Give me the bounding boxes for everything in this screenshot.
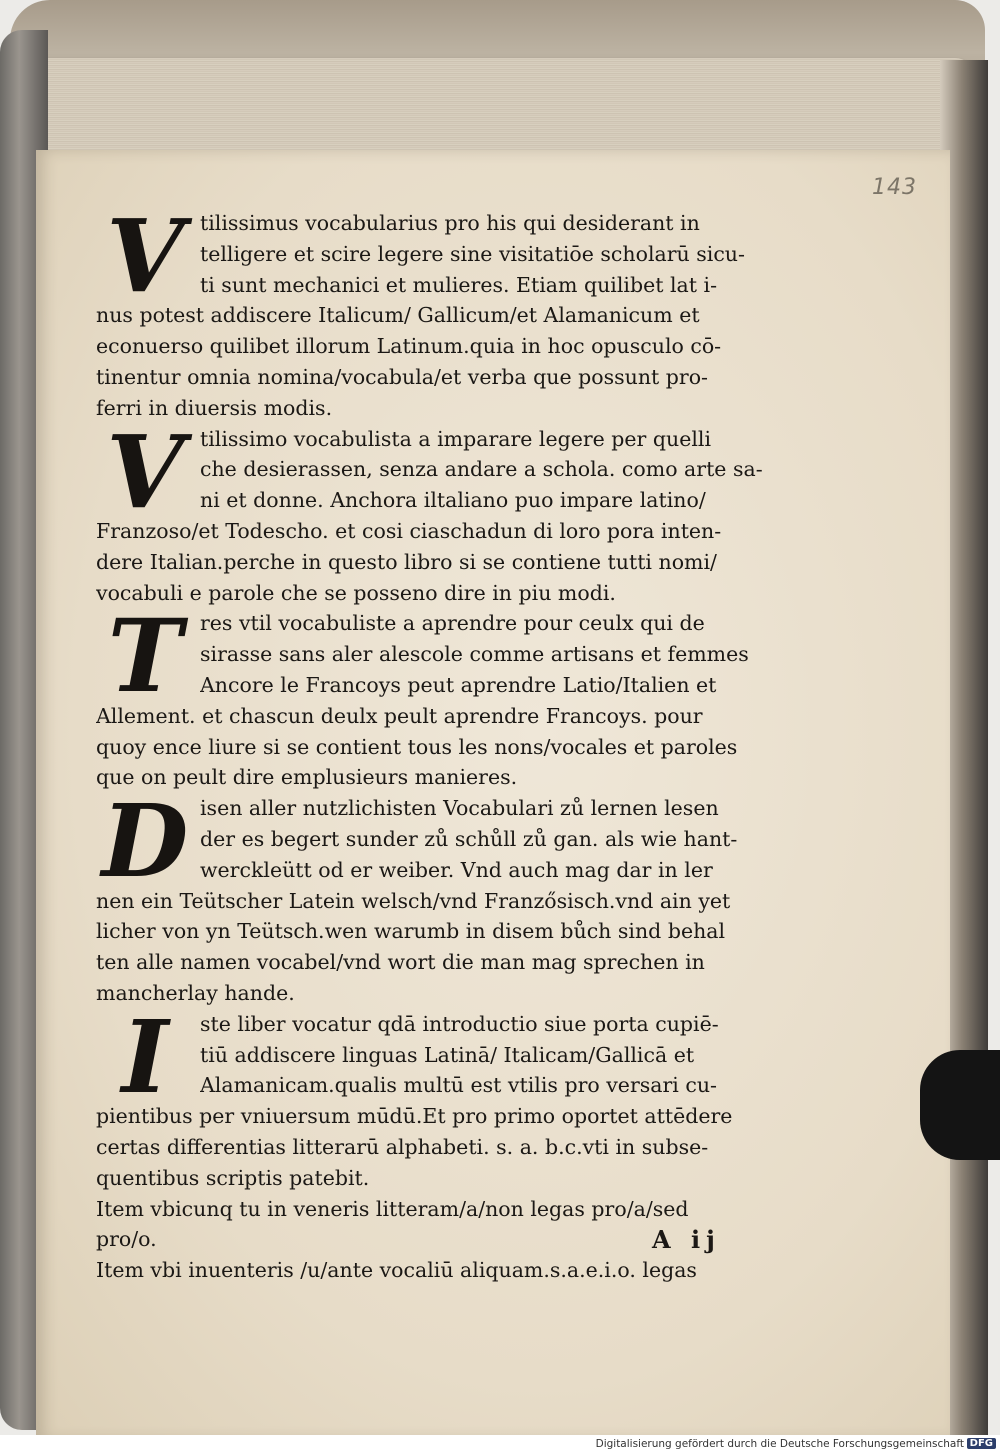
decorated-initial: I	[121, 997, 169, 1116]
text-line: Franzoso/et Todescho. et cosi ciaschadun di loro pora inten-	[96, 518, 722, 543]
decorated-initial: T	[107, 597, 183, 716]
page-clip	[920, 1050, 1000, 1160]
signature-mark: A ij	[652, 1225, 721, 1254]
decorated-initial: V	[106, 412, 184, 531]
text-line: nen ein Teütscher Latein welsch/vnd Franzősisch.vnd ain yet	[96, 888, 731, 913]
decorated-initial: D	[101, 782, 189, 901]
text-line: Item vbi inuenteris /u/ante vocaliū aliquam.s.a.e.i.o. legas	[96, 1258, 697, 1283]
text-line: dere Italian.perche in questo libro si se contiene tutti nomi/	[96, 549, 717, 574]
text-line: werckleütt od er weiber. Vnd auch mag dar in ler	[200, 857, 713, 882]
text-line: res vtil vocabuliste a aprendre pour ceulx qui de	[200, 611, 705, 636]
decorated-initial: V	[106, 197, 184, 315]
paragraph	[96, 782, 796, 1009]
text-line: que on peult dire emplusieurs manieres.	[96, 765, 518, 790]
text-line: mancherlay hande.	[96, 980, 295, 1005]
text-line: che desierassen, senza andare a schola. como arte sa-	[200, 457, 763, 482]
text-line: nus potest addiscere Italicum/ Gallicum/et Alamanicum et	[96, 303, 700, 328]
text-line: tilissimo vocabulista a imparare legere per quelli	[200, 426, 711, 451]
text-line: quentibus scriptis patebit.	[96, 1165, 370, 1190]
text-line: econuerso quilibet illorum Latinum.quia in hoc opusculo cō-	[96, 334, 722, 359]
paragraph	[96, 412, 796, 609]
dfg-logo: DFG	[967, 1438, 996, 1449]
text-line: der es begert sunder zů schůll zů gan. als wie hant-	[200, 826, 738, 851]
text-line: tilissimus vocabularius pro his qui desiderant in	[200, 211, 700, 235]
text-line: Alamanicam.qualis multū est vtilis pro versari cu-	[200, 1073, 717, 1098]
folio-number: 143	[872, 175, 917, 200]
paragraph	[96, 597, 796, 793]
text-line: telligere et scire legere sine visitatiōe scholarū sicu-	[200, 241, 745, 266]
text-line: ti sunt mechanici et mulieres. Etiam quilibet lat i-	[200, 272, 717, 297]
text-line: ni et donne. Anchora iltaliano puo impare latino/	[200, 488, 706, 513]
text-line: certas differentias litterarū alphabeti. s. a. b.c.vti in subse-	[96, 1134, 709, 1159]
footer-bar	[0, 1435, 1000, 1455]
text-line: licher von yn Teütsch.wen warumb in disem bůch sind behal	[96, 919, 726, 944]
text-line: ferri in diuersis modis.	[96, 395, 333, 420]
paragraph	[96, 197, 796, 424]
text-line: tiū addiscere linguas Latinā/ Italicam/Gallicā et	[200, 1042, 695, 1067]
text-line: pientibus per vniuersum mūdū.Et pro primo oportet attēdere	[96, 1104, 733, 1129]
text-line: Ancore le Francoys peut aprendre Latio/Italien et	[200, 672, 717, 697]
text-line: Item vbicunq tu in veneris litteram/a/non legas pro/a/sed	[96, 1196, 689, 1221]
page-text	[96, 197, 796, 1286]
text-line: tinentur omnia nomina/vocabula/et verba que possunt pro-	[96, 364, 708, 389]
footer-credit: Digitalisierung gefördert durch die Deutsche Forschungsgemeinschaft	[595, 1438, 964, 1450]
text-line: ste liber vocatur qdā introductio siue porta cupiē-	[200, 1011, 719, 1036]
text-line: vocabuli e parole che se posseno dire in piu modi.	[96, 580, 616, 605]
text-line: isen aller nutzlichisten Vocabulari zů lernen lesen	[200, 796, 719, 821]
text-line: ten alle namen vocabel/vnd wort die man mag sprechen in	[96, 950, 705, 975]
text-line: pro/o.	[96, 1227, 157, 1252]
text-line: Allement. et chascun deulx peult aprendre Francoys. pour	[96, 703, 703, 728]
text-line: sirasse sans aler alescole comme artisans et femmes	[200, 642, 749, 667]
text-line: quoy ence liure si se contient tous les nons/vocales et paroles	[96, 734, 738, 759]
